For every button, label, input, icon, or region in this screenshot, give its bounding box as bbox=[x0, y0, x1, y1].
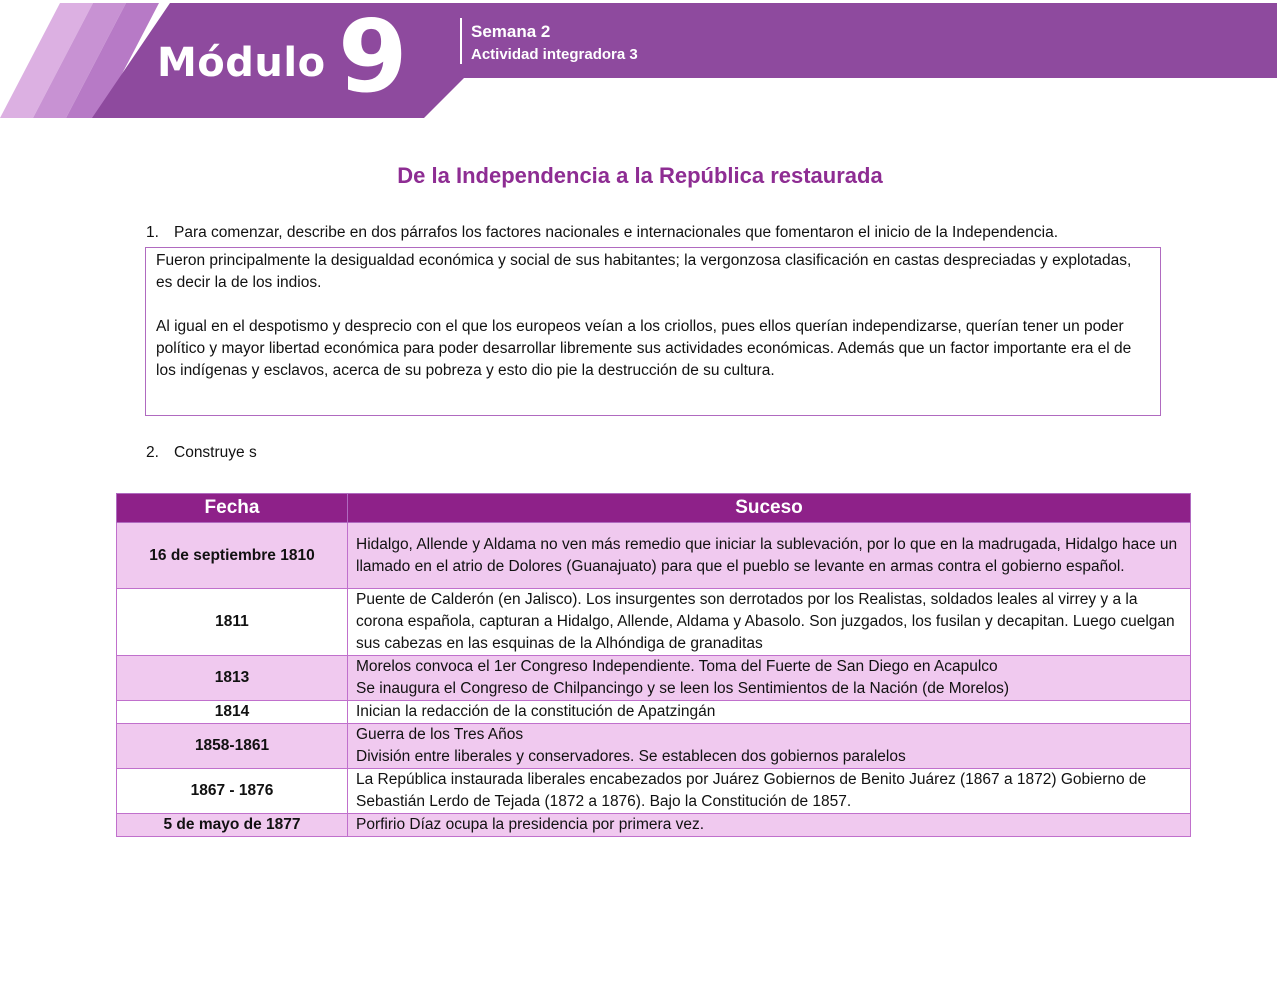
module-label: Módulo bbox=[157, 40, 326, 86]
page-title: De la Independencia a la República restaurada bbox=[397, 163, 883, 188]
suceso-line: Porfirio Díaz ocupa la presidencia por primera vez. bbox=[356, 816, 705, 833]
question-1-number: 1. bbox=[146, 224, 159, 241]
answer-1-paragraph: Fueron principalmente la desigualdad económica y social de sus habitantes; la vergonzosa clasificación en castas despreciadas y explotadas, es decir la de los indios. bbox=[156, 252, 1132, 291]
header-fecha: Fecha bbox=[117, 494, 348, 523]
header-divider bbox=[460, 18, 462, 64]
question-1-text: Para comenzar, describe en dos párrafos los factores nacionales e internacionales que fomentaron el inicio de la Independencia. bbox=[174, 224, 1059, 241]
table-row bbox=[117, 724, 1191, 769]
timeline-table bbox=[116, 493, 1191, 837]
question-2-text: Construye s bbox=[174, 444, 257, 461]
suceso-line: Inician la redacción de la constitución de Apatzingán bbox=[356, 703, 716, 720]
table-row bbox=[117, 814, 1191, 837]
activity-label: Actividad integradora 3 bbox=[471, 46, 638, 63]
fecha-cell: 1858-1861 bbox=[117, 724, 348, 769]
table-row bbox=[117, 523, 1191, 589]
table-row bbox=[117, 701, 1191, 724]
suceso-cell bbox=[348, 589, 1191, 656]
suceso-line: Se inaugura el Congreso de Chilpancingo y se leen los Sentimientos de la Nación (de Morelos) bbox=[356, 680, 1010, 697]
suceso-cell bbox=[348, 656, 1191, 701]
table-row bbox=[117, 589, 1191, 656]
question-1 bbox=[146, 224, 1058, 242]
suceso-line: La República instaurada liberales encabezados por Juárez Gobiernos de Benito Juárez (1867 a 1872) Gobierno de Sebastián Lerdo de Tejada (1872 a 1876). Bajo la Constitución de 1857. bbox=[356, 771, 1147, 810]
fecha-cell: 1813 bbox=[117, 656, 348, 701]
answer-1-paragraph: Al igual en el despotismo y desprecio con el que los europeos veían a los criollos, pues ellos querían independizarse, querían tener un poder político y mayor libertad económica para poder desarrollar libremente sus actividades económicas. Además que un factor importante era el de los indígenas y esclavos, acerca de su pobreza y esto dio pie la destrucción de su cultura. bbox=[156, 318, 1132, 379]
question-2-number: 2. bbox=[146, 444, 159, 461]
question-2 bbox=[146, 444, 257, 462]
suceso-cell bbox=[348, 724, 1191, 769]
suceso-cell bbox=[348, 523, 1191, 589]
header-suceso: Suceso bbox=[348, 494, 1191, 523]
suceso-cell bbox=[348, 701, 1191, 724]
answer-1-box[interactable] bbox=[145, 247, 1161, 416]
suceso-line: Hidalgo, Allende y Aldama no ven más remedio que iniciar la sublevación, por lo que en la madrugada, Hidalgo hace un llamado en el atrio de Dolores (Guanajuato) para que el pueblo se levante en armas contra el gobierno español. bbox=[356, 535, 1178, 575]
suceso-line: Guerra de los Tres Años bbox=[356, 726, 524, 743]
suceso-line: Morelos convoca el 1er Congreso Independiente. Toma del Fuerte de San Diego en Acapulco bbox=[356, 658, 998, 675]
fecha-cell: 1811 bbox=[117, 589, 348, 656]
suceso-cell bbox=[348, 769, 1191, 814]
table-header-row bbox=[117, 494, 1191, 523]
week-label: Semana 2 bbox=[471, 22, 551, 41]
fecha-cell: 16 de septiembre 1810 bbox=[117, 523, 348, 589]
fecha-cell: 5 de mayo de 1877 bbox=[117, 814, 348, 837]
module-number: 9 bbox=[338, 0, 408, 115]
fecha-cell: 1867 - 1876 bbox=[117, 769, 348, 814]
table-row bbox=[117, 656, 1191, 701]
module-banner bbox=[0, 0, 1280, 125]
suceso-line: División entre liberales y conservadores. Se establecen dos gobiernos paralelos bbox=[356, 748, 906, 765]
suceso-cell bbox=[348, 814, 1191, 837]
table-row bbox=[117, 769, 1191, 814]
suceso-line: Puente de Calderón (en Jalisco). Los insurgentes son derrotados por los Realistas, soldados leales al virrey y a la corona española, capturan a Hidalgo, Allende, Aldama y Abasolo. Son juzgados, los fusilan y decapitan. Luego cuelgan sus cabezas en las esquinas de la Alhóndiga de granaditas bbox=[356, 591, 1175, 652]
fecha-cell: 1814 bbox=[117, 701, 348, 724]
